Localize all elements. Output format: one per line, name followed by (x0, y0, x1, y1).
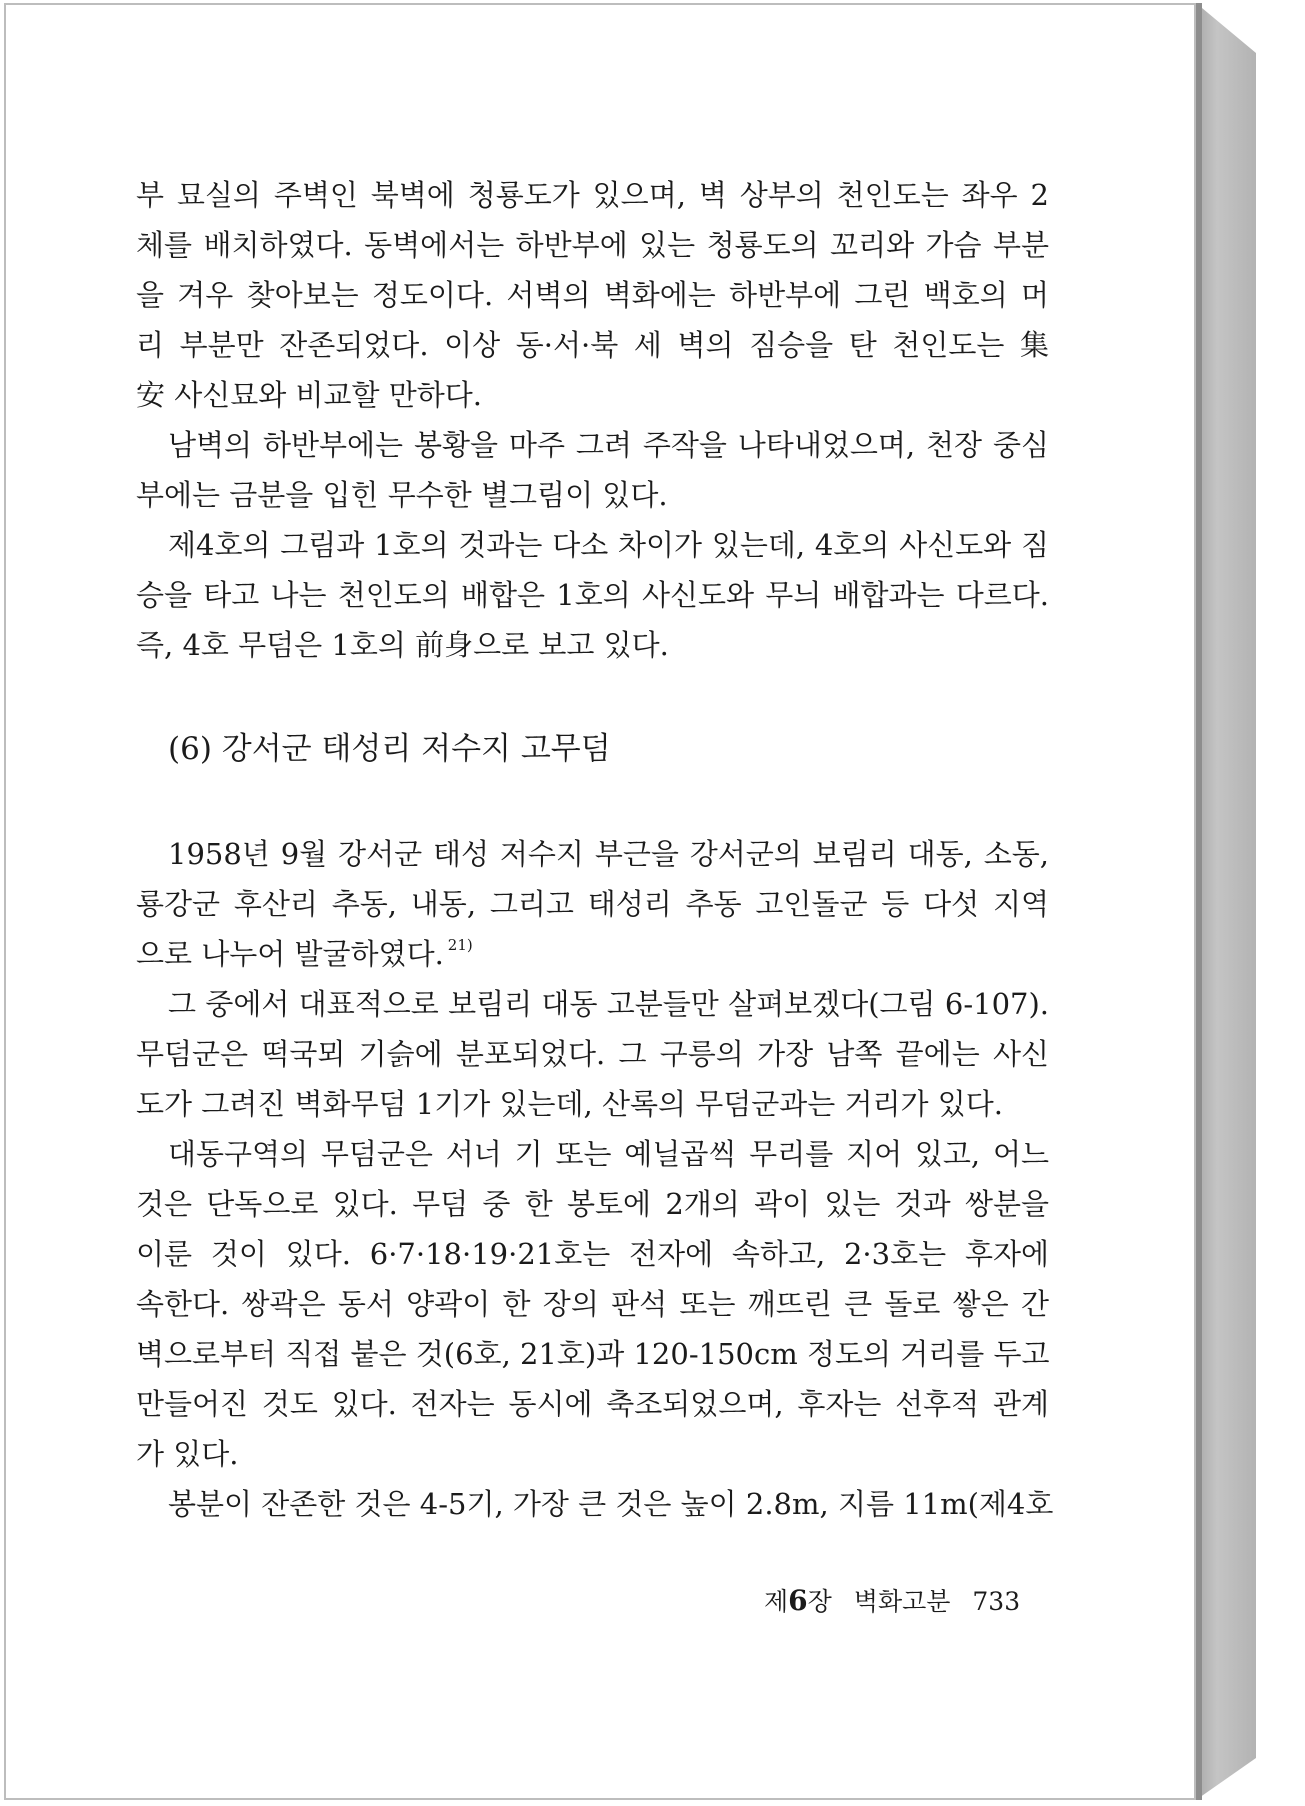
chapter-title: 벽화고분 (853, 1587, 951, 1616)
text-line: 가 있다. (136, 1437, 239, 1471)
running-footer (764, 1581, 1020, 1621)
text-line: 남벽의 하반부에는 봉황을 마주 그려 주작을 나타내었으며, 천장 중심 (168, 428, 1049, 462)
section-heading: (6) 강서군 태성리 저수지 고무덤 (168, 731, 611, 767)
footnote-marker[interactable]: 21) (447, 936, 473, 954)
text-line: 무덤군은 떡국뫼 기슭에 분포되었다. 그 구릉의 가장 남쪽 끝에는 사신 (136, 1037, 1049, 1071)
text-line: 봉분이 잔존한 것은 4-5기, 가장 큰 것은 높이 2.8m, 지름 11m(제4호 (168, 1487, 1054, 1521)
text-line: 부 묘실의 주벽인 북벽에 청룡도가 있으며, 벽 상부의 천인도는 좌우 2 (136, 178, 1049, 212)
text-line-content: 으로 나누어 발굴하였다. (136, 937, 444, 971)
text-line: 제4호의 그림과 1호의 것과는 다소 차이가 있는데, 4호의 사신도와 짐 (168, 528, 1049, 562)
text-line: 것은 단독으로 있다. 무덤 중 한 봉토에 2개의 곽이 있는 것과 쌍분을 (136, 1187, 1049, 1221)
page-number: 733 (972, 1587, 1021, 1616)
chapter-suffix: 장 (807, 1587, 832, 1616)
text-line: 벽으로부터 직접 붙은 것(6호, 21호)과 120-150cm 정도의 거리를 두고 (136, 1337, 1050, 1371)
text-line: 이룬 것이 있다. 6·7·18·19·21호는 전자에 속하고, 2·3호는 후자에 (136, 1237, 1049, 1271)
text-line: 리 부분만 잔존되었다. 이상 동·서·북 세 벽의 짐승을 탄 천인도는 集 (136, 328, 1049, 362)
text-line: 룡강군 후산리 추동, 내동, 그리고 태성리 추동 고인돌군 등 다섯 지역 (136, 887, 1049, 921)
text-line: 부에는 금분을 입힌 무수한 별그림이 있다. (136, 478, 668, 512)
text-line: 즉, 4호 무덤은 1호의 前身으로 보고 있다. (136, 628, 669, 662)
text-line: 그 중에서 대표적으로 보림리 대동 고분들만 살펴보겠다(그림 6-107). (168, 987, 1049, 1021)
page-stack-edge (1196, 3, 1256, 1800)
text-line: 만들어진 것도 있다. 전자는 동시에 축조되었으며, 후자는 선후적 관계 (136, 1387, 1049, 1421)
text-line: 도가 그려진 벽화무덤 1기가 있는데, 산록의 무덤군과는 거리가 있다. (136, 1087, 1004, 1121)
text-line-with-footnote (136, 929, 1049, 979)
text-line: 대동구역의 무덤군은 서너 기 또는 예닐곱씩 무리를 지어 있고, 어느 (168, 1137, 1049, 1171)
chapter-number: 6 (788, 1584, 808, 1617)
chapter-prefix: 제 (764, 1587, 789, 1616)
text-line: 승을 타고 나는 천인도의 배합은 1호의 사신도와 무늬 배합과는 다르다. (136, 578, 1049, 612)
text-line: 을 겨우 찾아보는 정도이다. 서벽의 벽화에는 하반부에 그린 백호의 머 (136, 278, 1049, 312)
text-line: 체를 배치하였다. 동벽에서는 하반부에 있는 청룡도의 꼬리와 가슴 부분 (136, 228, 1049, 262)
text-line: 속한다. 쌍곽은 동서 양곽이 한 장의 판석 또는 깨뜨린 큰 돌로 쌓은 간 (136, 1287, 1049, 1321)
text-line: 1958년 9월 강서군 태성 저수지 부근을 강서군의 보림리 대동, 소동, (168, 837, 1049, 871)
page-edge-shadow (1196, 3, 1202, 1800)
text-line: 安 사신묘와 비교할 만하다. (136, 378, 483, 412)
